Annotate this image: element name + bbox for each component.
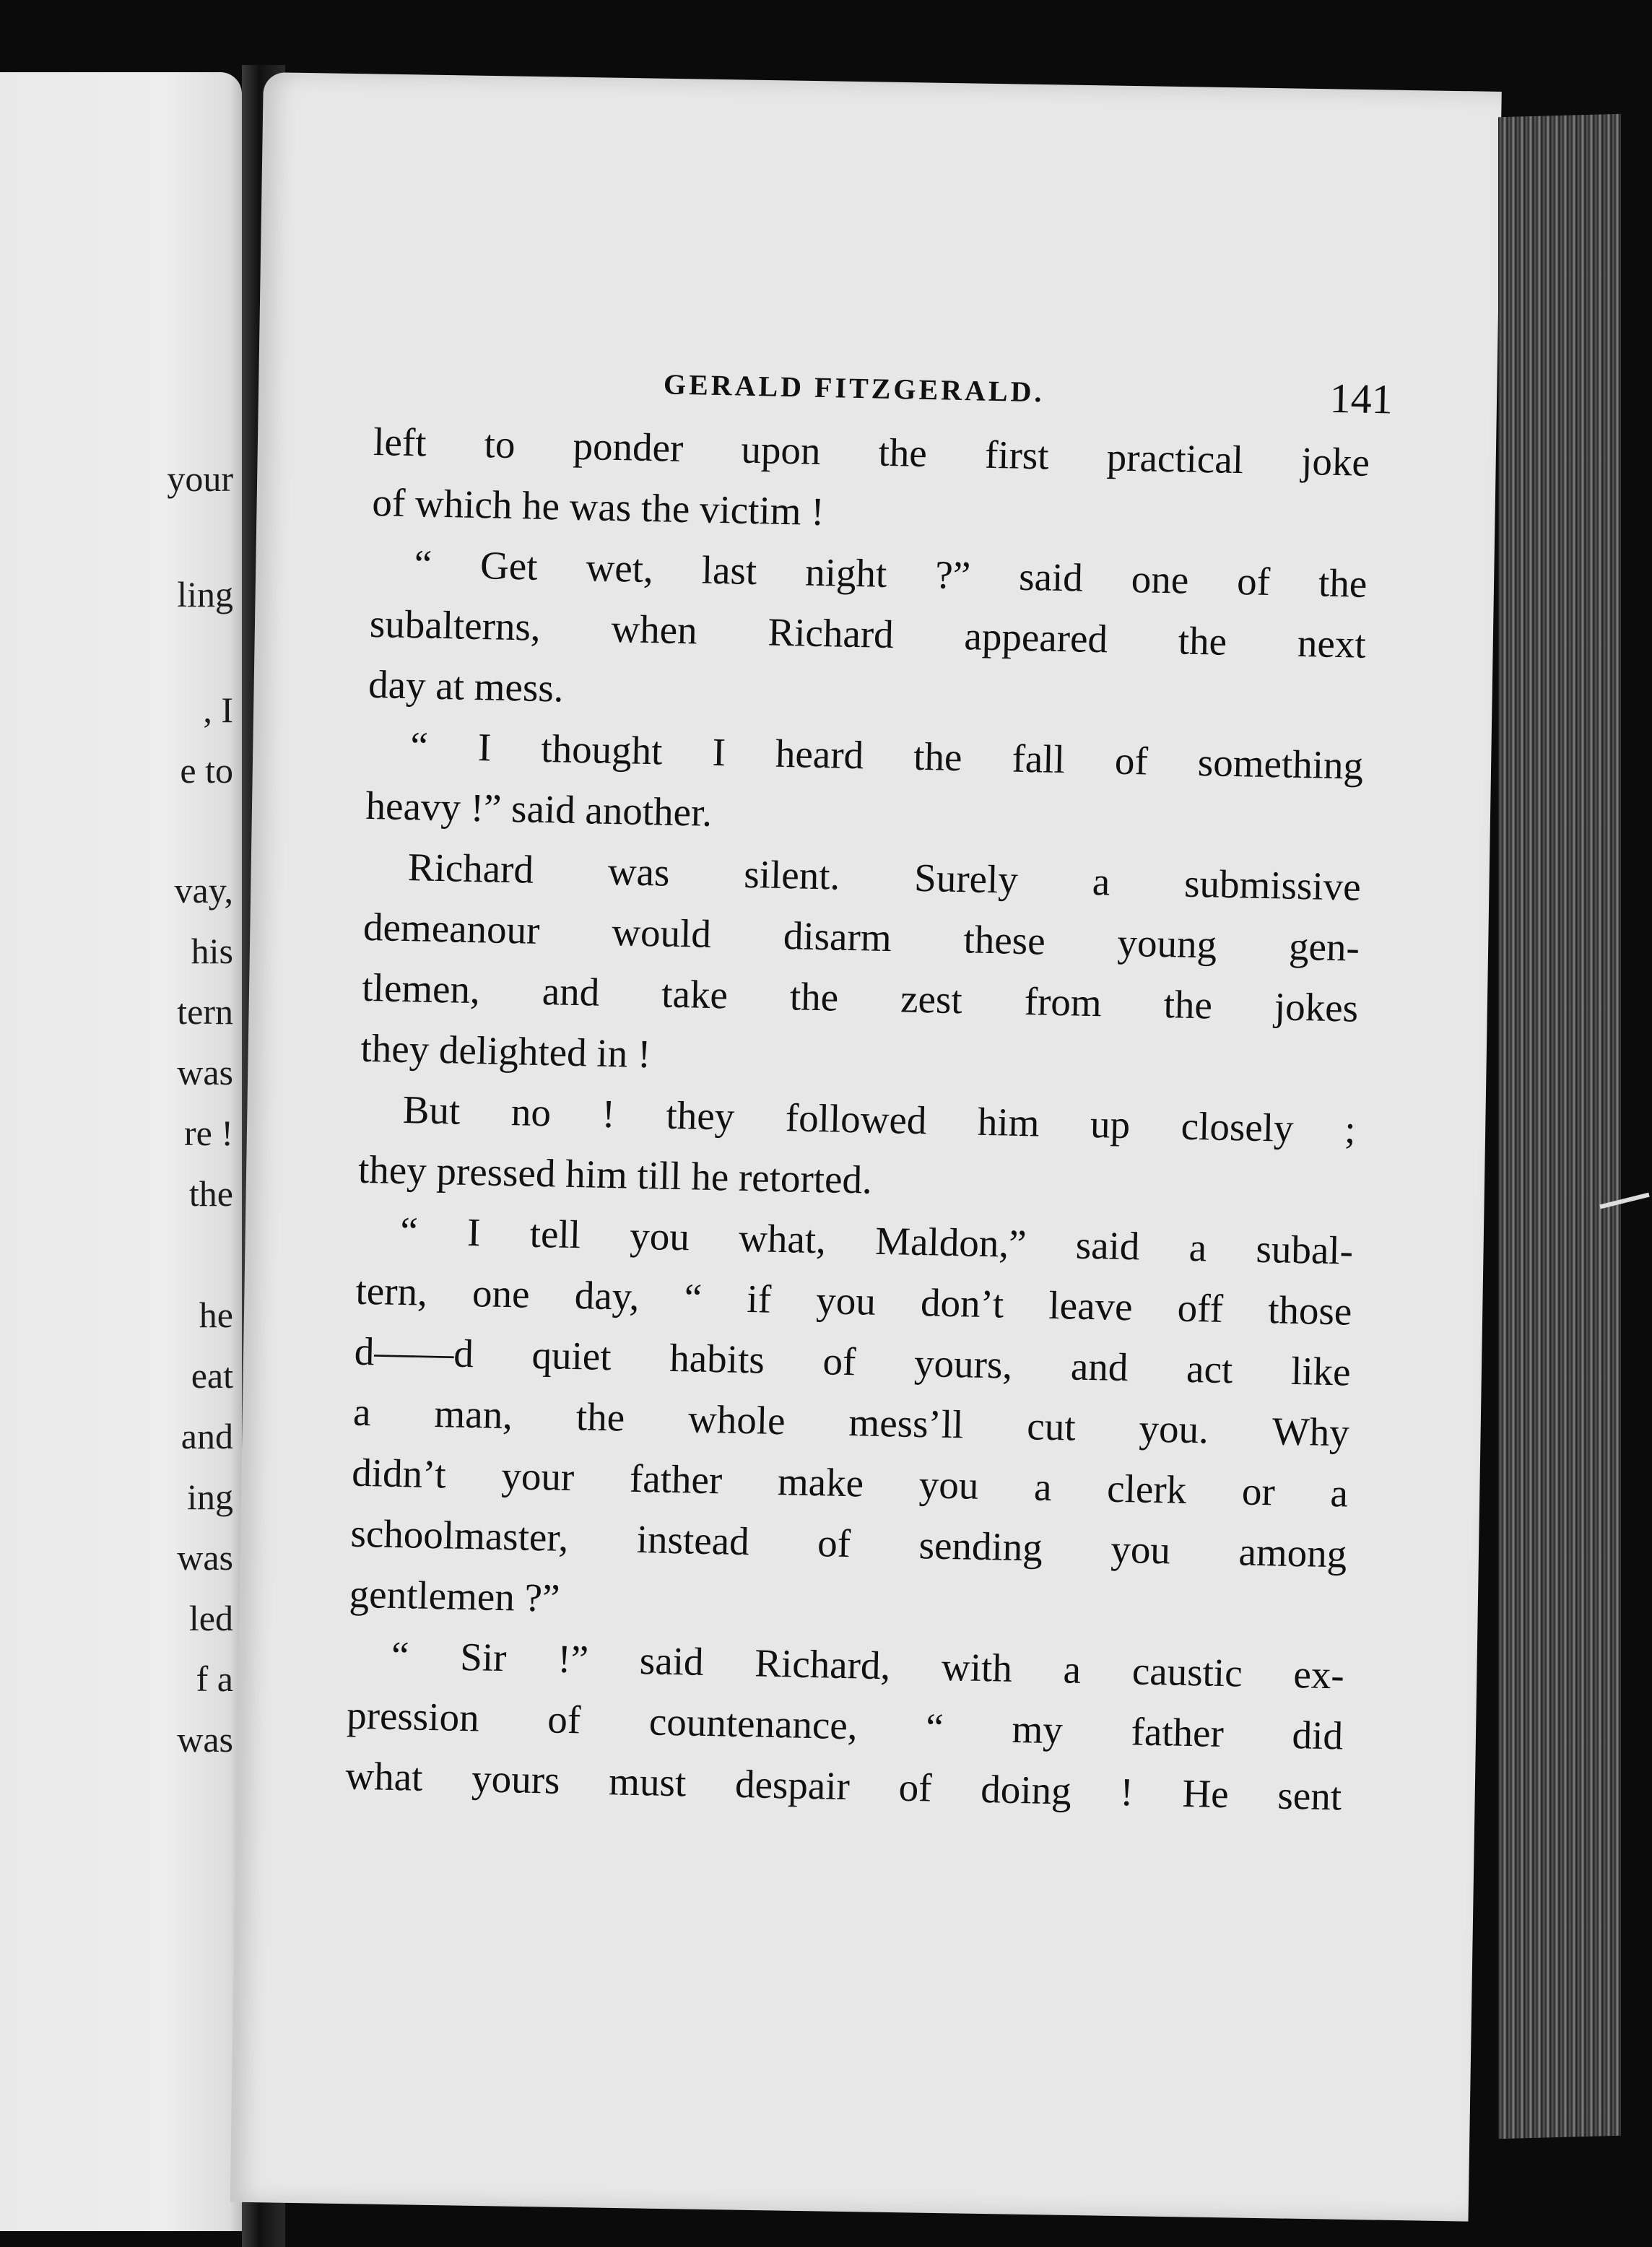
text-line: heavy !” said another. [365, 783, 713, 835]
left-page-fragment: ling [177, 574, 233, 614]
left-page-fragment: tern [177, 991, 233, 1032]
text-line: “ Get wet, last night ?” said one of the [414, 542, 1368, 606]
text-line: “ I tell you what, Maldon,” said a subal- [399, 1208, 1354, 1273]
text-line: tlemen, and take the zest from the jokes [361, 965, 1359, 1030]
page-text [344, 347, 1394, 1827]
page-number: 141 [1329, 374, 1394, 423]
left-page-fragment: the [188, 1173, 233, 1214]
text-line: tern, one day, “ if you don’t leave off those [355, 1268, 1352, 1334]
text-line: But no ! they followed him up closely ; [402, 1087, 1357, 1152]
left-page-fragment: eat [191, 1355, 233, 1396]
left-page-fragment: re ! [184, 1113, 233, 1153]
running-head-title: GERALD FITZGERALD. [663, 368, 1045, 409]
left-page-fragment: and [181, 1416, 233, 1456]
text-line: pression of countenance, “ my father did [346, 1692, 1344, 1758]
text-line: a man, the whole mess’ll cut you. Why [352, 1389, 1350, 1455]
left-page-fragment: e to [180, 750, 233, 791]
text-line: they delighted in ! [360, 1025, 651, 1077]
text-lines [345, 412, 1370, 1827]
text-line: didn’t your father make you a clerk or a [351, 1450, 1349, 1516]
text-line: of which he was the victim ! [371, 479, 825, 534]
page-edges [1498, 114, 1621, 2139]
text-line: d——d quiet habits of yours, and act like [354, 1329, 1352, 1394]
left-page-fragment: he [199, 1295, 233, 1335]
text-line: demeanour would disarm these young gen- [362, 904, 1360, 970]
left-page-fragment: led [188, 1598, 233, 1638]
text-line: subalterns, when Richard appeared the next [369, 601, 1367, 666]
text-line: schoolmaster, instead of sending you among [349, 1511, 1347, 1576]
text-line: what yours must despair of doing ! He sent [344, 1753, 1342, 1819]
text-line: “ I thought I heard the fall of something [409, 723, 1364, 788]
text-line: gentlemen ?” [349, 1571, 561, 1620]
left-page-fragment: was [177, 1719, 233, 1760]
left-page-fragment: vay, [174, 870, 233, 910]
text-line: Richard was silent. Surely a submissive [407, 845, 1362, 909]
left-page-fragment: his [191, 931, 233, 971]
left-page-fragment: f a [196, 1659, 233, 1699]
text-line: they pressed him till he retorted. [357, 1147, 873, 1202]
left-page-fragment: your [167, 458, 233, 499]
left-page [0, 72, 242, 2231]
text-line: left to ponder upon the first practical joke [373, 419, 1370, 484]
text-line: day at mess. [368, 661, 565, 710]
left-page-fragment: ing [187, 1477, 233, 1517]
left-page-fragment: was [177, 1537, 233, 1578]
left-page-fragment: was [177, 1052, 233, 1092]
left-page-fragment: , I [203, 690, 233, 730]
text-line: “ Sir !” said Richard, with a caustic ex- [391, 1633, 1345, 1698]
